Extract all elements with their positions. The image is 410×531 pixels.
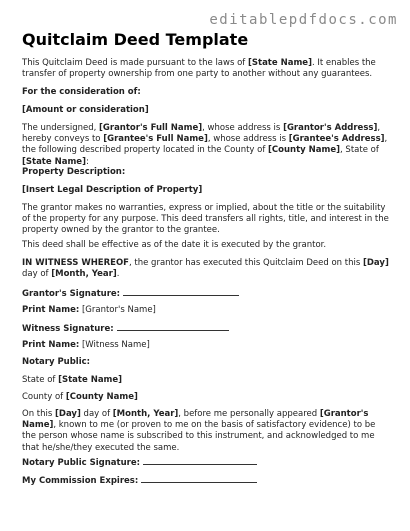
state-name-placeholder: [State Name] <box>248 58 312 68</box>
witness-clause <box>22 258 390 280</box>
print-name-label: Print Name: <box>22 340 80 350</box>
conveyance-text: , whose address is <box>207 134 289 145</box>
witness-clause-text: , the grantor has executed this Quitclaim Deed on this <box>129 258 363 268</box>
conveyance-text: : <box>85 156 89 167</box>
day-placeholder: [Day] <box>362 258 389 268</box>
state-name-placeholder: [State Name] <box>58 375 123 385</box>
grantor-signature-line[interactable] <box>123 287 239 296</box>
notary-statement <box>22 409 390 454</box>
witness-clause-text: day of <box>22 269 52 280</box>
conveyance-text: , whose address is <box>202 123 284 133</box>
witness-print-name-row <box>22 340 390 351</box>
conveyance-paragraph <box>22 123 390 168</box>
witness-clause-lead: IN WITNESS WHEREOF <box>22 258 129 268</box>
intro-text: . It enables the transfer of property ownership from one party to another without any guarantees. <box>22 58 376 80</box>
effective-paragraph: This deed shall be effective as of the date it is executed by the grantor. <box>22 240 327 250</box>
grantor-address-placeholder: [Grantor's Address] <box>283 123 378 133</box>
notary-statement-text: , known to me (or proven to me on the basis of satisfactory evidence) to be the person whose name is subscribed to this instrument, and acknowledged to me that he/she/they executed the same. <box>22 420 376 453</box>
page-title: Quitclaim Deed Template <box>22 30 249 49</box>
witness-name-placeholder: [Witness Name] <box>81 340 150 350</box>
notary-statement-text: On this <box>22 409 55 419</box>
conveyance-text: The undersigned, <box>22 123 100 133</box>
intro-text: This Quitclaim Deed is made pursuant to the laws of <box>22 58 248 68</box>
watermark: editablepdfdocs.com <box>209 12 398 28</box>
print-name-label: Print Name: <box>22 305 80 315</box>
notary-statement-text: day of <box>80 409 113 419</box>
grantor-full-name-placeholder: [Grantor's Full Name] <box>99 123 203 133</box>
warranty-paragraph: The grantor makes no warranties, express or implied, about the title or the suitability of the property for any purpose. This deed transfers all rights, title, and interest in the property owned by the grantor to the grantee. <box>22 203 389 236</box>
state-name-placeholder: [State Name] <box>22 156 86 167</box>
consideration-heading: For the consideration of: <box>22 87 141 97</box>
state-of-label: State of <box>22 375 59 385</box>
witness-signature-line[interactable] <box>117 322 229 331</box>
county-of-row <box>22 392 390 403</box>
state-of-row <box>22 375 390 386</box>
grantor-signature-label: Grantor's Signature: <box>22 289 121 299</box>
day-placeholder: [Day] <box>55 409 81 419</box>
witness-signature-label: Witness Signature: <box>22 324 114 334</box>
grantee-address-placeholder: [Grantee's Address] <box>288 134 385 145</box>
notary-statement-text: , before me personally appeared <box>178 409 320 419</box>
notary-signature-row <box>22 456 390 469</box>
grantor-name-placeholder: [Grantor's Name] <box>22 409 369 431</box>
property-heading: Property Description: <box>22 167 126 177</box>
month-year-placeholder: [Month, Year] <box>51 269 117 280</box>
intro-paragraph <box>22 58 390 80</box>
witness-signature-row <box>22 322 390 335</box>
county-name-placeholder: [County Name] <box>65 392 138 402</box>
grantor-name-placeholder: [Grantor's Name] <box>81 305 156 315</box>
commission-expires-line[interactable] <box>141 474 257 483</box>
month-year-placeholder: [Month, Year] <box>112 409 179 419</box>
consideration-placeholder: [Amount or consideration] <box>22 105 149 115</box>
county-name-placeholder: [County Name] <box>268 145 341 156</box>
notary-heading: Notary Public: <box>22 357 91 367</box>
grantor-print-name-row <box>22 305 390 316</box>
notary-signature-label: Notary Public Signature: <box>22 458 141 468</box>
conveyance-text: , State of <box>340 145 379 156</box>
witness-clause-text: . <box>116 269 120 280</box>
commission-expires-row <box>22 474 390 487</box>
grantor-signature-row <box>22 287 390 300</box>
county-of-label: County of <box>22 392 66 402</box>
notary-signature-line[interactable] <box>143 456 257 465</box>
commission-expires-label: My Commission Expires: <box>22 476 139 486</box>
conveyance-text: , the following described property located in the County of <box>22 134 388 156</box>
conveyance-text: , hereby conveys to <box>22 123 381 145</box>
property-placeholder: [Insert Legal Description of Property] <box>22 185 203 195</box>
grantee-full-name-placeholder: [Grantee's Full Name] <box>103 134 208 145</box>
